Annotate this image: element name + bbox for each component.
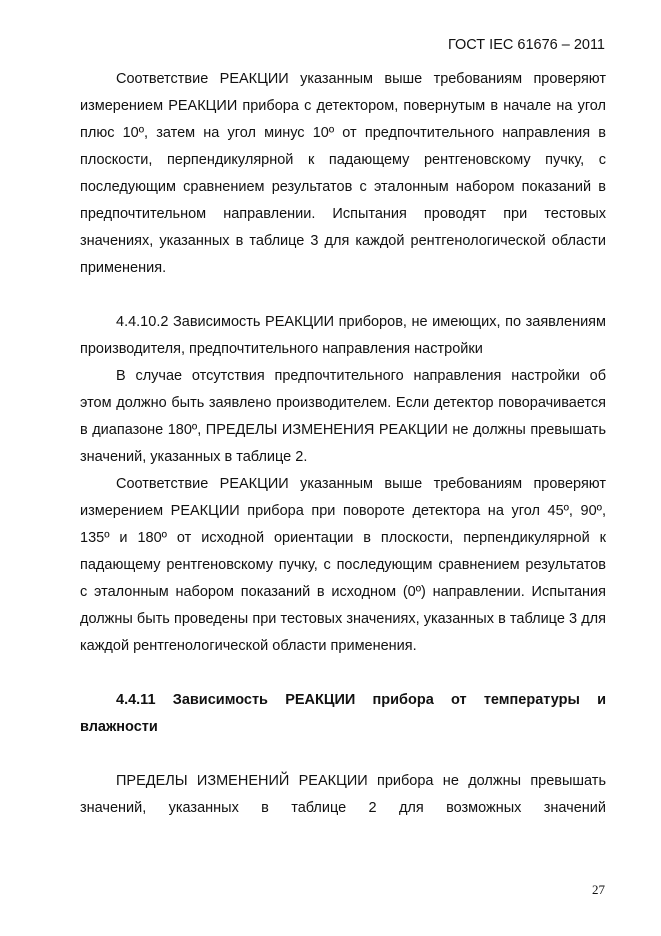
page-content — [80, 66, 606, 822]
paragraph-response-check-10deg: Соответствие РЕАКЦИИ указанным выше требованиям проверяют измерением РЕАКЦИИ прибора с детектором, повернутым в начале на угол плюс 10º, затем на угол минус 10º от предпочтительного направления в плоскости, перпендикулярной к падающему рентгеновскому пучку, с последующим сравнением результатов с эталонным набором показаний в предпочтительном направлении. Испытания проводят при тестовых значениях, указанных в таблице 3 для каждой рентгенологической области применения. — [80, 71, 606, 276]
section-heading-4-4-10-2: 4.4.10.2 Зависимость РЕАКЦИИ приборов, не имеющих, по заявлениям производителя, предпочтительного направления настройки — [80, 314, 606, 357]
page-number: 27 — [592, 882, 605, 897]
paragraph-response-check-rotation: Соответствие РЕАКЦИИ указанным выше требованиям проверяют измерением РЕАКЦИИ прибора при повороте детектора на угол 45º, 90º, 135º и 180º от исходной ориентации в плоскости, перпендикулярной к падающему рентгеновскому пучку, с последующим сравнением результатов с эталонным набором показаний в исходном (0º) направлении. Испытания должны быть проведены при тестовых значениях, указанных в таблице 3 для каждой рентгенологической области применения. — [80, 476, 606, 654]
paragraph-temperature-humidity: ПРЕДЕЛЫ ИЗМЕНЕНИЙ РЕАКЦИИ прибора не должны превышать значений, указанных в таблице 2 для возможных значений — [80, 773, 606, 816]
paragraph-no-preferred-direction: В случае отсутствия предпочтительного направления настройки об этом должно быть заявлено производителем. Если детектор поворачивается в диапазоне 180º, ПРЕДЕЛЫ ИЗМЕНЕНИЯ РЕАКЦИИ не должны превышать значений, указанных в таблице 2. — [80, 368, 606, 465]
document-header: ГОСТ IEC 61676 – 2011 — [447, 37, 605, 53]
section-heading-4-4-11: 4.4.11 Зависимость РЕАКЦИИ прибора от температуры и влажности — [80, 692, 606, 735]
